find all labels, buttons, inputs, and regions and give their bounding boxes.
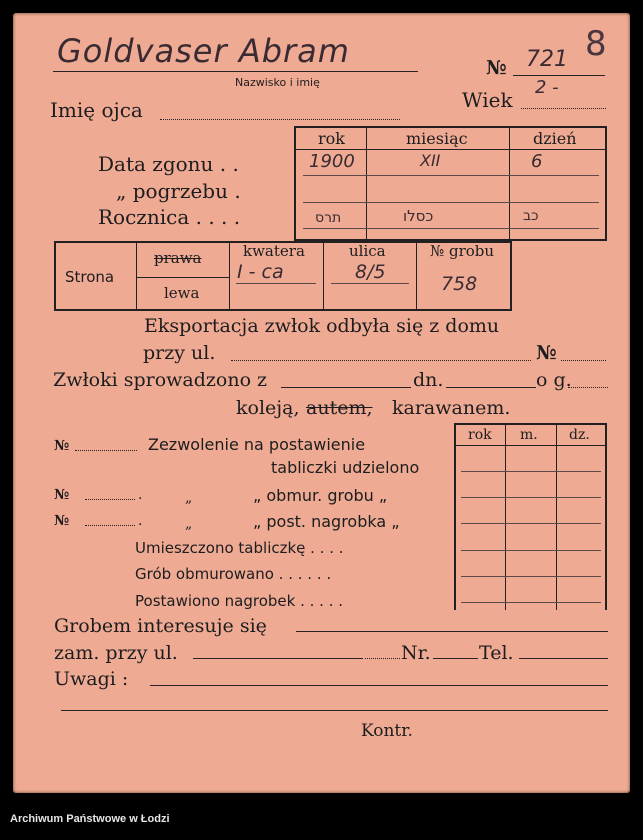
permits-col-m: m. (520, 427, 538, 443)
burial-record-card: Goldvaser Abram Nazwisko i imię № 721 8 Imię ojca Wiek 2 - Data zgonu . . „ pogrzebu . Rocznica . . . . rok miesiąc dzień 1900 XII 6 תרס כסלו כב Strona prawa lewa kwatera ulica № grobu I - ca 8/5 758 Eksportacja zwłok odbyła się z domu przy ul. № Zwłoki sprowadzono z dn. o g. koleją, autem, karawanem. № Zezwolenie na postawienie tabliczki udzielono № . „ „ obmur. grobu „ № . „ „ post. nagrobka „ Umieszczono tabliczkę . . . . Grób obmurowano . . . . . . Postawiono nagrobek . . . . . rok m. dz. Grobem interesuje się zam. przy ul. Nr. Tel. Uwagi : Kontr. (13, 13, 630, 793)
plot-value: I - ca (237, 261, 284, 283)
residence-number-label: Nr. (401, 642, 431, 664)
plaque-placed-label: Umieszczono tabliczkę . . . . (135, 539, 344, 557)
by-hearse: karawanem. (392, 397, 511, 419)
deceased-name-handwritten: Goldvaser Abram (57, 32, 350, 70)
by-car: autem, (306, 397, 373, 419)
export-street-line (231, 360, 531, 361)
by-rail: koleją, (236, 397, 300, 419)
permits-table (454, 423, 456, 610)
street-value: 8/5 (355, 261, 386, 283)
permit3-ditto: „ (185, 516, 193, 532)
permit1-text-b: tabliczki udzielono (271, 458, 420, 477)
side-left: lewa (164, 284, 200, 302)
permit1-text-a: Zezwolenie na postawienie (148, 435, 366, 454)
burial-date-label: „ pogrzebu . (116, 179, 241, 203)
archive-caption: Archiwum Państwowe w Łodzi (10, 813, 170, 825)
residence-label: zam. przy ul. (54, 642, 178, 664)
permit2-ditto: „ (185, 490, 193, 506)
death-date-label: Data zgonu . . (98, 152, 239, 176)
tombstone-set-label: Postawiono nagrobek . . . . . (135, 592, 343, 610)
record-number-label: № (486, 57, 507, 79)
brought-time-label: o g. (536, 369, 572, 391)
age-line (521, 108, 606, 109)
father-name-line (160, 119, 400, 120)
dates-col-dzien: dzień (533, 129, 577, 148)
death-year: 1900 (309, 151, 355, 172)
anniversary-month: כסלו (403, 207, 434, 225)
permits-col-dz: dz. (569, 427, 590, 443)
notes-label: Uwagi : (54, 668, 129, 690)
brought-date-label: dn. (413, 369, 444, 391)
grave-walled-label: Grób obmurowano . . . . . . (135, 565, 332, 583)
grave-number-value: 758 (441, 273, 478, 295)
permits-col-rok: rok (468, 427, 492, 443)
export-text: Eksportacja zwłok odbyła się z domu (144, 315, 500, 337)
dates-col-miesiac: miesiąc (406, 129, 468, 148)
permit2-text: „ obmur. grobu „ (253, 486, 388, 505)
street-label: ulica (349, 242, 386, 260)
record-number-value: 721 (526, 47, 568, 72)
grave-number-label: № grobu (430, 242, 495, 260)
anniversary-label: Rocznica . . . . (98, 205, 241, 229)
permit1-number-label: № (54, 438, 70, 454)
phone-label: Tel. (479, 642, 514, 664)
age-label: Wiek (462, 88, 513, 112)
export-number-label: № (536, 342, 557, 364)
permit2-number-label: № (54, 487, 70, 503)
death-month: XII (420, 151, 441, 170)
name-underline (53, 71, 418, 72)
anniversary-day: כב (523, 208, 539, 224)
age-value: 2 - (535, 77, 559, 98)
name-caption: Nazwisko i imię (235, 76, 320, 89)
side-right: prawa (154, 249, 202, 267)
dates-col-rok: rok (318, 129, 345, 148)
permit3-text: „ post. nagrobka „ (253, 512, 400, 531)
interested-party-label: Grobem interesuje się (54, 615, 267, 637)
anniversary-year: תרס (315, 210, 342, 226)
father-name-label: Imię ojca (50, 98, 143, 122)
control-label: Kontr. (361, 721, 413, 741)
side-label: Strona (65, 268, 115, 286)
export-number-line (561, 360, 606, 361)
death-day: 6 (531, 151, 543, 172)
export-street-label: przy ul. (143, 342, 216, 364)
corner-number: 8 (585, 24, 607, 64)
permit3-number-label: № (54, 513, 70, 529)
record-number-underline (513, 75, 605, 76)
brought-from-label: Zwłoki sprowadzono z (53, 369, 268, 391)
plot-label: kwatera (243, 242, 305, 260)
